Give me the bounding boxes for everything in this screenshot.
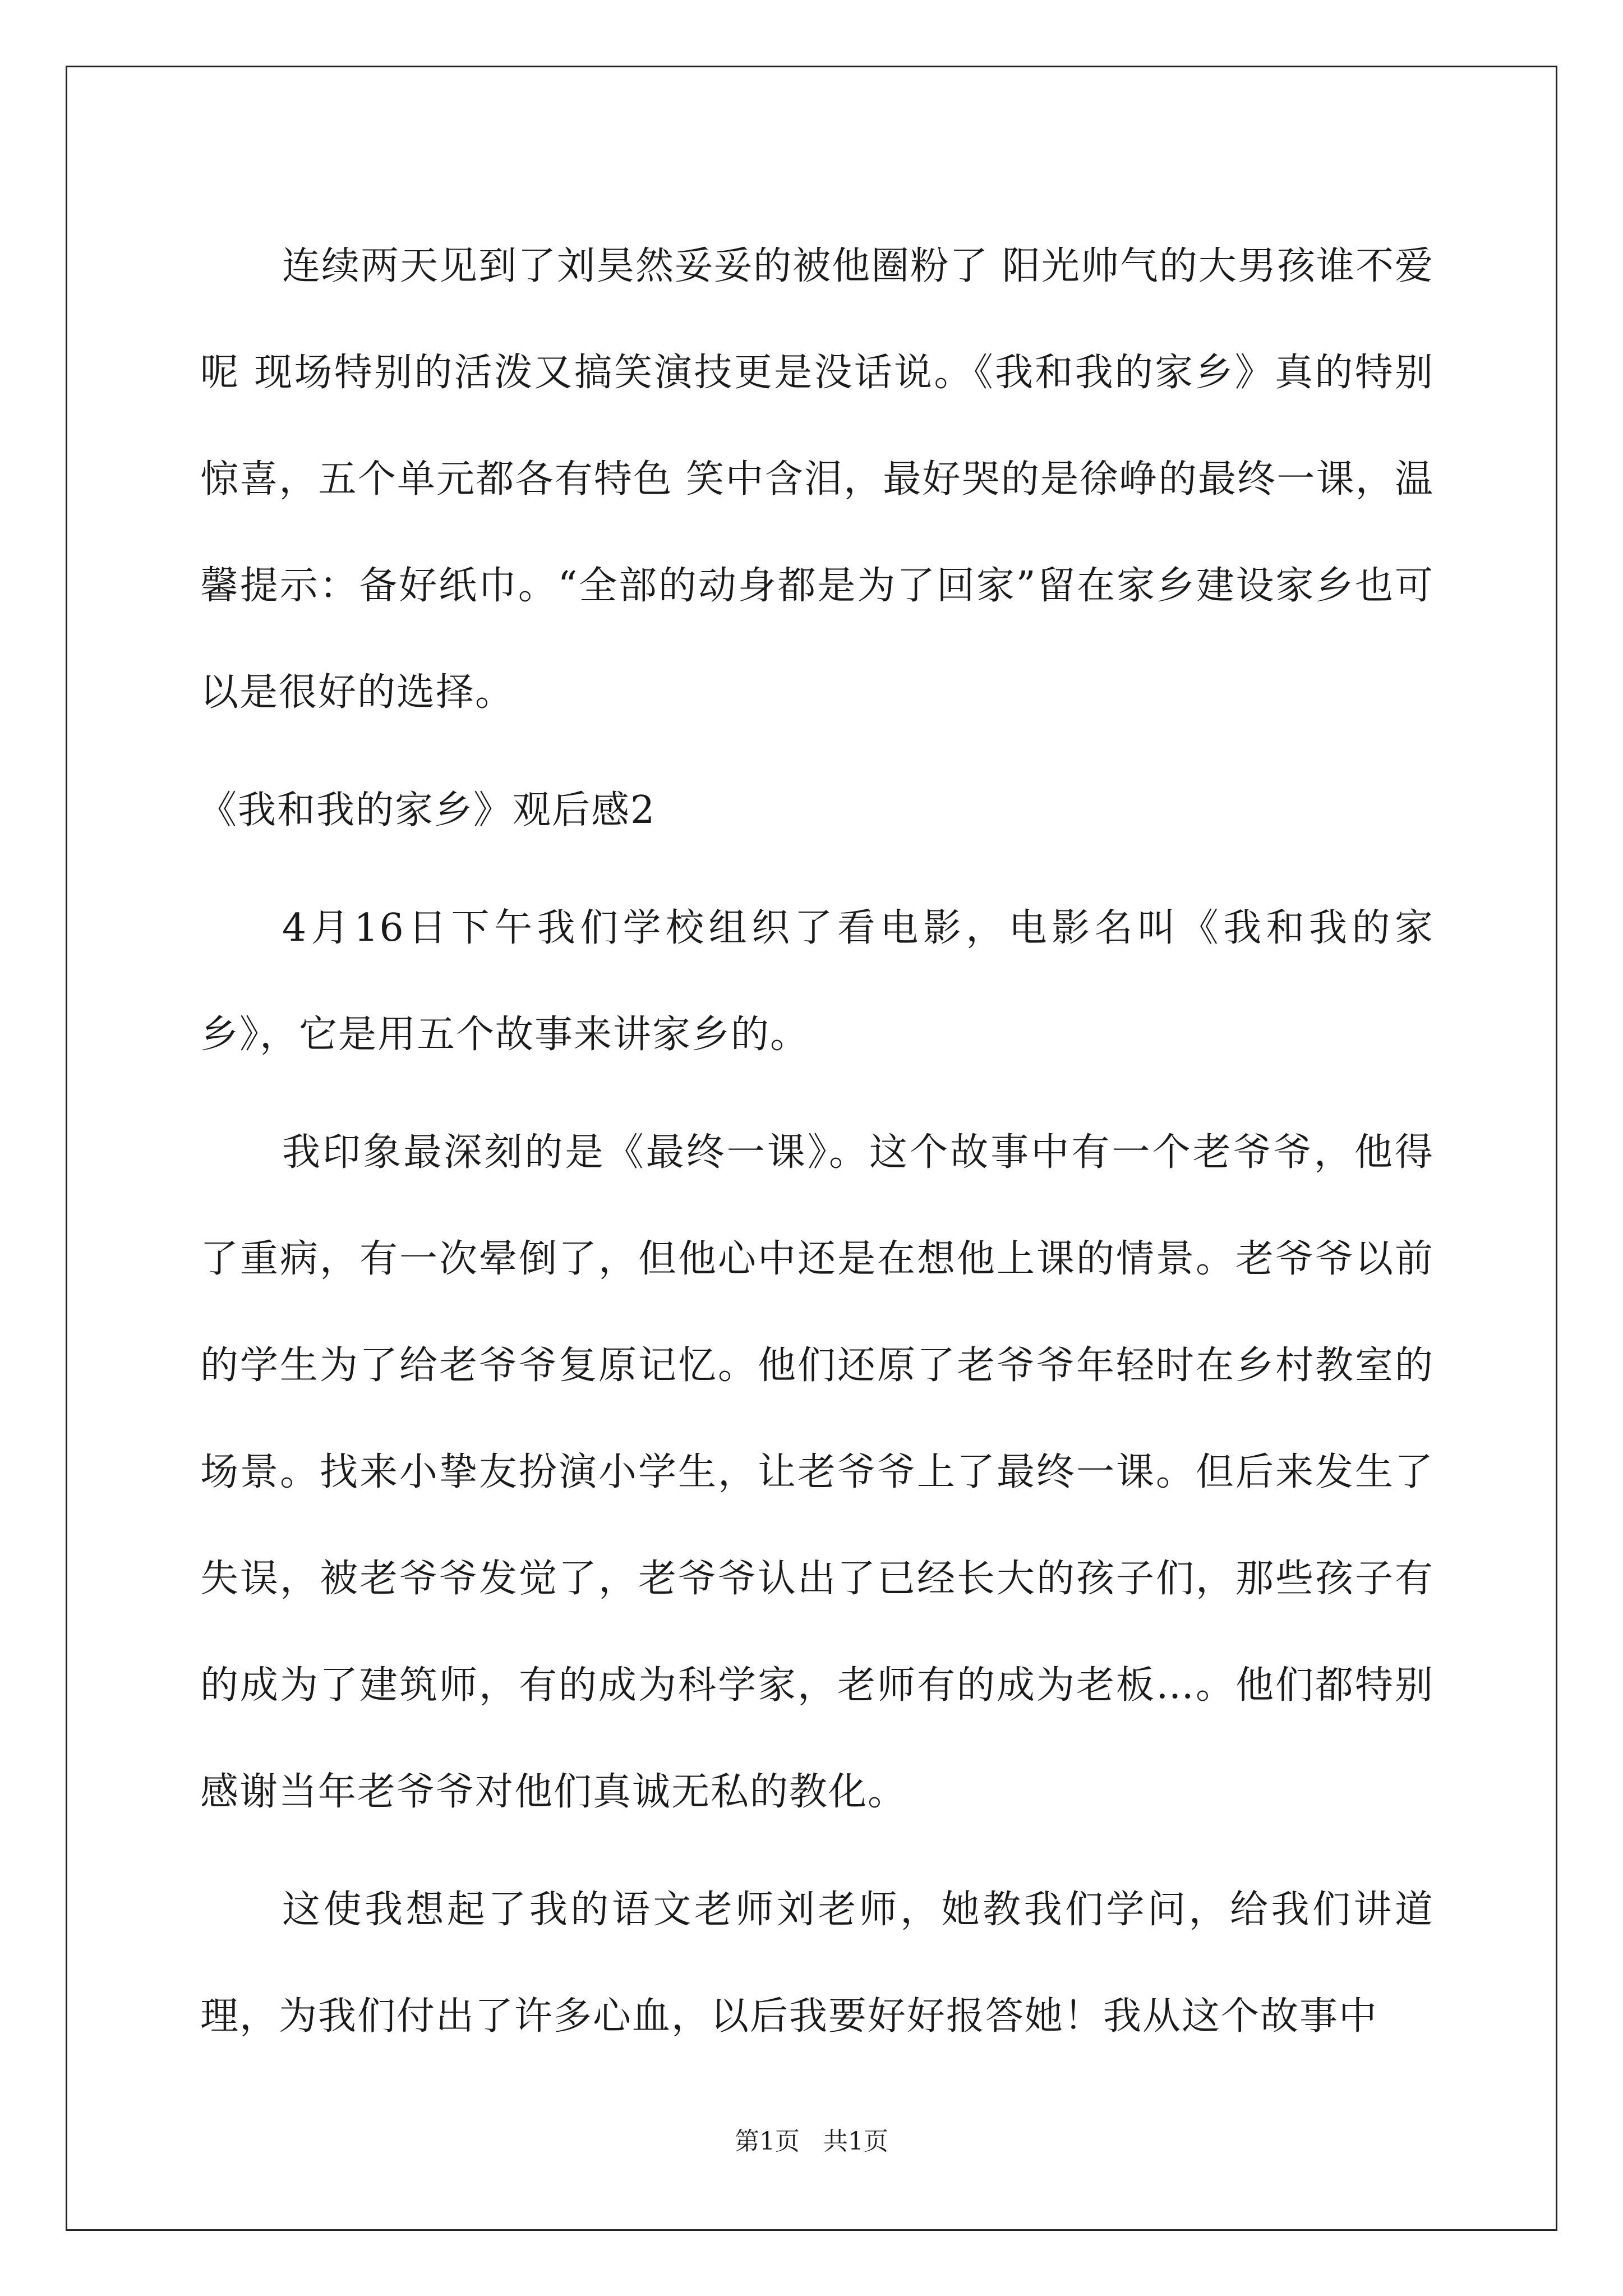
page-total: 共1页: [823, 2127, 888, 2156]
page-footer: [0, 2125, 1623, 2159]
document-body: [200, 213, 1434, 2070]
paragraph-1: 连续两天见到了刘昊然妥妥的被他圈粉了 阳光帅气的大男孩谁不爱呢 现场特别的活泼又搞笑演技更是没话说。《我和我的家乡》真的特别惊喜，五个单元都各有特色 笑中含泪，最好哭的是徐峥的最终一课，温馨提示：备好纸巾。“全部的动身都是为了回家”留在家乡建设家乡也可以是很好的选择。: [200, 244, 1434, 715]
section-heading: 《我和我的家乡》观后感2: [199, 788, 656, 832]
paragraph-3: 我印象最深刻的是《最终一课》。这个故事中有一个老爷爷，他得了重病，有一次晕倒了，但他心中还是在想他上课的情景。老爷爷以前的学生为了给老爷爷复原记忆。他们还原了老爷爷年轻时在乡村教室的场景。找来小挚友扮演小学生，让老爷爷上了最终一课。但后来发生了失误，被老爷爷发觉了，老爷爷认出了已经长大的孩子们，那些孩子有的成为了建筑师，有的成为科学家，老师有的成为老板…。他们都特别感谢当年老爷爷对他们真诚无私的教化。: [200, 1130, 1434, 1814]
paragraph-4: 这使我想起了我的语文老师刘老师，她教我们学问，给我们讲道理，为我们付出了许多心血，以后我要好好报答她！我从这个故事中: [200, 1888, 1434, 2039]
page-number: 第1页: [735, 2127, 800, 2156]
paragraph-2: 4月16日下午我们学校组织了看电影，电影名叫《我和我的家乡》，它是用五个故事来讲家乡的。: [200, 906, 1434, 1057]
